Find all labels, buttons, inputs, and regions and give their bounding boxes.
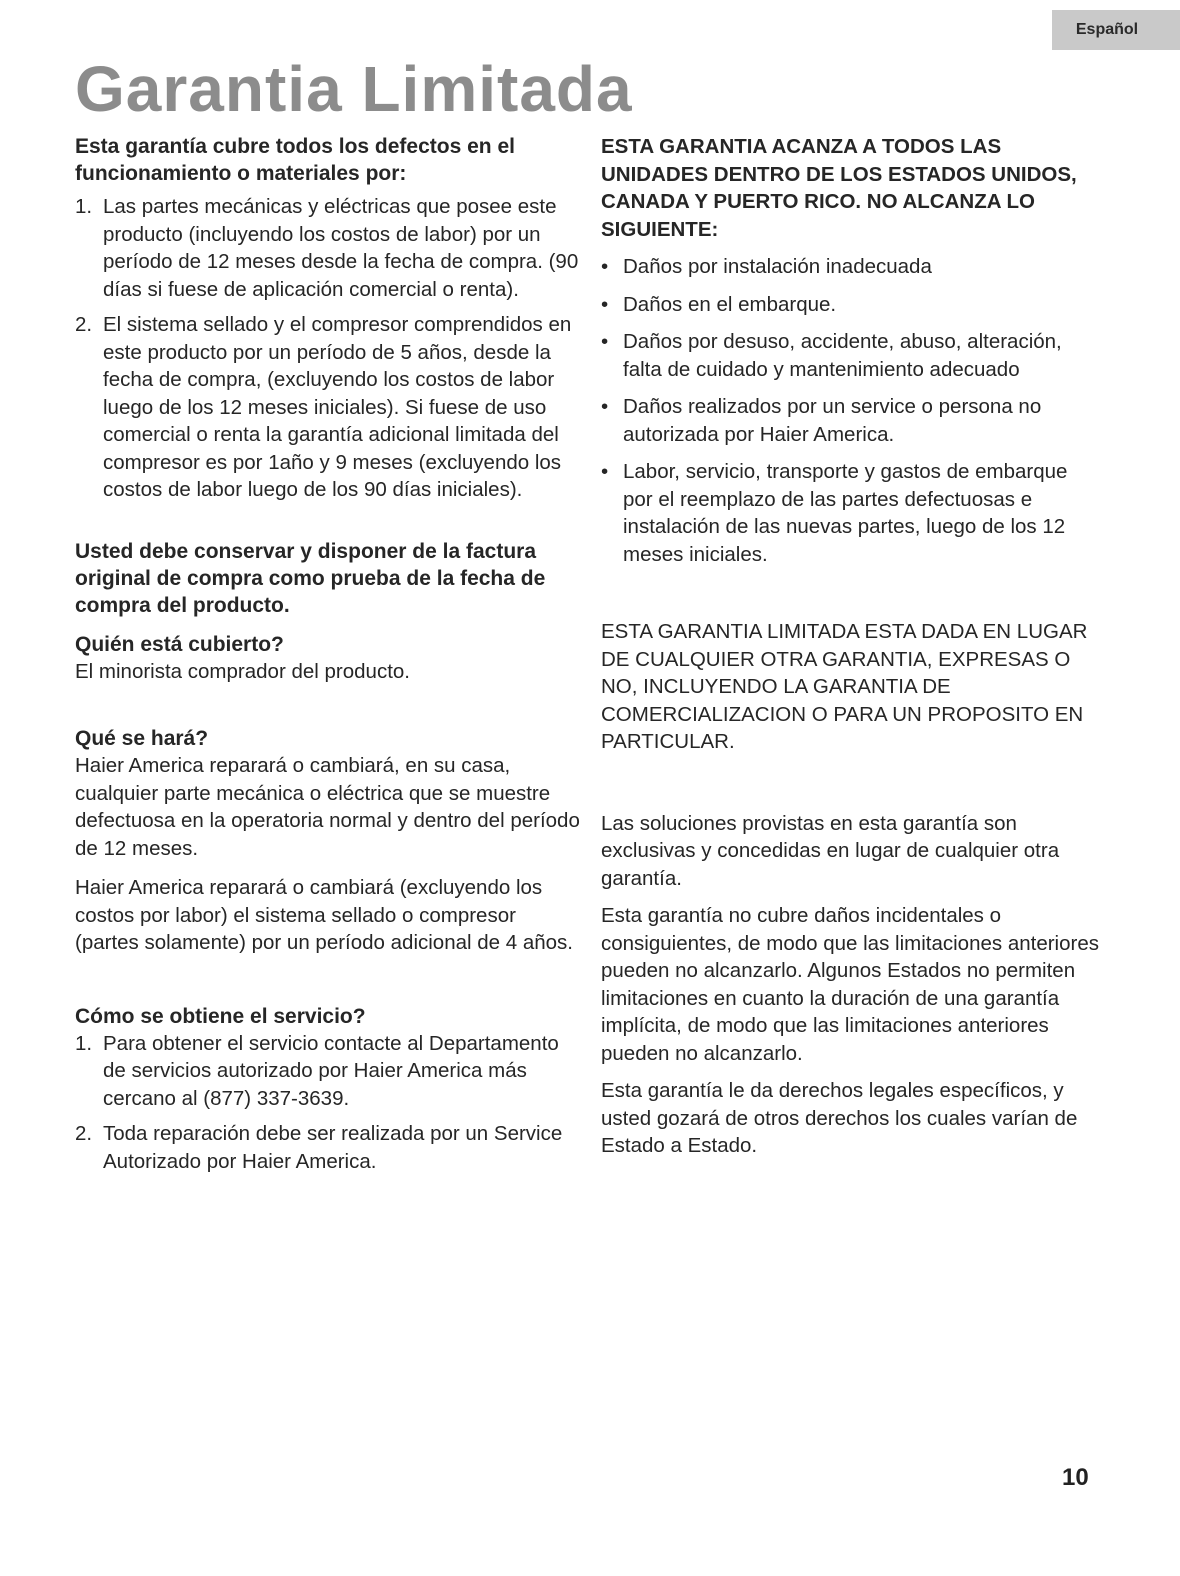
list-item	[601, 253, 1101, 281]
list-text: El sistema sellado y el compresor comprendidos en este producto por un período de 5 años, desde la fecha de compra, (excluyendo los costos de labor luego de los 12 meses iniciales). Si fuese de uso comercial o renta la garantía adicional limitada del compresor es por 1año y 9 meses (excluyendo los costos de labor luego de los 90 días iniciales).	[103, 313, 572, 501]
bullet-icon: •	[601, 330, 609, 353]
who-text: El minorista comprador del producto.	[75, 659, 410, 683]
exclusions-list	[601, 253, 1101, 568]
coverage-list	[75, 193, 585, 504]
limited-warranty-notice: ESTA GARANTIA LIMITADA ESTA DADA EN LUGAR DE CUALQUIER OTRA GARANTIA, EXPRESAS O NO, INCLUYENDO LA GARANTIA DE COMERCIALIZACION O PARA UN PROPOSITO EN PARTICULAR.	[601, 620, 1088, 753]
invoice-notice: Usted debe conservar y disponer de la factura original de compra como prueba de la fecha de compra del producto.	[75, 539, 546, 617]
bullet-icon: •	[601, 460, 609, 483]
page-number: 10	[1062, 1464, 1089, 1491]
list-text: Daños en el embarque.	[623, 292, 837, 316]
list-item	[601, 291, 1101, 319]
list-text: Toda reparación debe ser realizada por un Service Autorizado por Haier America.	[103, 1122, 563, 1173]
list-item	[601, 393, 1101, 448]
bullet-icon: •	[601, 255, 609, 278]
list-text: Las partes mecánicas y eléctricas que posee este producto (incluyendo los costos de labor) por un período de 12 meses desde la fecha de compra. (90 días si fuese de aplicación comercial o renta).	[103, 195, 579, 301]
incidental-damages-paragraph: Esta garantía no cubre daños incidentales o consiguientes, de modo que las limitaciones anteriores pueden no alcanzarlo. Algunos Estados no permiten limitaciones en cuanto la duración de una garantía implícita, de modo que las limitaciones anteriores pueden no alcanzarlo.	[601, 904, 1099, 1065]
bullet-icon: •	[601, 395, 609, 418]
what-paragraph-2: Haier America reparará o cambiará (excluyendo los costos por labor) el sistema sellado o compresor (partes solamente) por un período adicional de 4 años.	[75, 876, 574, 954]
what-paragraph-1: Haier America reparará o cambiará, en su casa, cualquier parte mecánica o eléctrica que se muestre defectuosa en la operatoria normal y dentro del período de 12 meses.	[75, 754, 580, 860]
page-title: Garantia Limitada	[75, 53, 633, 125]
coverage-heading: Esta garantía cubre todos los defectos en el funcionamiento o materiales por:	[75, 135, 515, 185]
who-heading: Quién está cubierto?	[75, 632, 284, 656]
list-item	[75, 1120, 585, 1175]
list-item	[75, 193, 585, 303]
list-number: 1.	[75, 195, 93, 218]
list-item	[75, 311, 585, 504]
list-item	[601, 328, 1101, 383]
solutions-paragraph: Las soluciones provistas en esta garantía son exclusivas y concedidas en lugar de cualquier otra garantía.	[601, 811, 1060, 890]
list-number: 2.	[75, 1122, 93, 1145]
left-column	[75, 133, 585, 1183]
how-list	[75, 1030, 585, 1176]
list-item	[601, 458, 1101, 568]
list-text: Labor, servicio, transporte y gastos de embarque por el reemplazo de las partes defectuosas e instalación de las nuevas partes, luego de los 12 meses iniciales.	[623, 460, 1068, 566]
what-heading: Qué se hará?	[75, 727, 209, 750]
right-column	[601, 133, 1101, 1160]
legal-rights-paragraph: Esta garantía le da derechos legales específicos, y usted gozará de otros derechos los cuales varían de Estado a Estado.	[601, 1079, 1078, 1157]
how-heading: Cómo se obtiene el servicio?	[75, 1004, 366, 1028]
bullet-icon: •	[601, 292, 609, 316]
list-text: Daños por desuso, accidente, abuso, alteración, falta de cuidado y mantenimiento adecuado	[623, 330, 1062, 381]
list-text: Daños realizados por un service o persona no autorizada por Haier America.	[623, 395, 1042, 446]
list-number: 1.	[75, 1031, 93, 1055]
list-text: Para obtener el servicio contacte al Departamento de servicios autorizado por Haier America más cercano al (877) 337-3639.	[103, 1031, 559, 1110]
list-number: 2.	[75, 313, 93, 336]
list-text: Daños por instalación inadecuada	[623, 255, 932, 278]
list-item	[75, 1030, 585, 1113]
scope-heading: ESTA GARANTIA ACANZA A TODOS LAS UNIDADES DENTRO DE LOS ESTADOS UNIDOS, CANADA Y PUERTO RICO. NO ALCANZA LO SIGUIENTE:	[601, 135, 1077, 241]
language-tab: Español	[1052, 10, 1180, 50]
